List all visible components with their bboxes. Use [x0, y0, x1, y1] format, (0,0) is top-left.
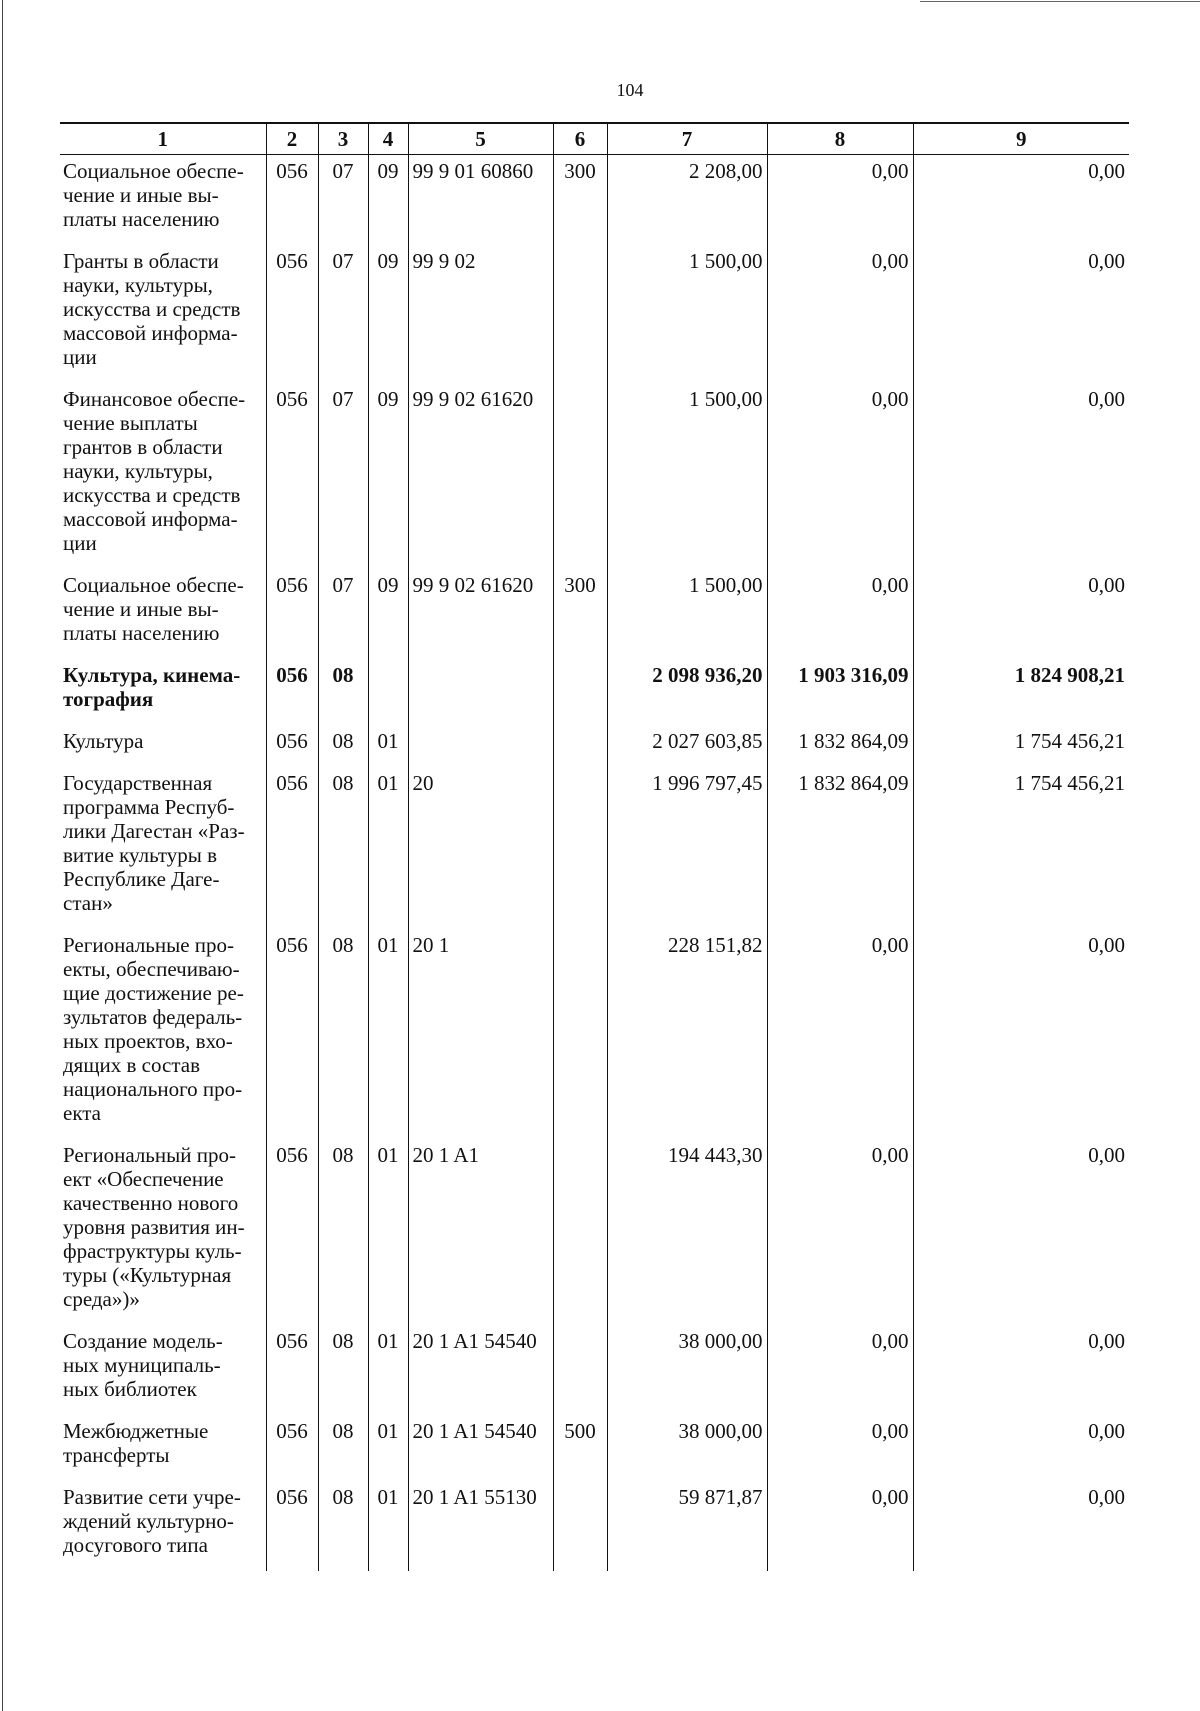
grbs-code-cell: 056 — [266, 1481, 318, 1571]
expense-type-cell — [553, 383, 607, 569]
amount-col9-cell: 0,00 — [913, 1139, 1129, 1325]
row-name-cell: Создание модель- ных муниципаль- ных библиотек — [60, 1325, 266, 1415]
amount-col9-cell: 0,00 — [913, 1481, 1129, 1571]
grbs-code-cell: 056 — [266, 1139, 318, 1325]
table-row — [60, 155, 1129, 246]
table-row — [60, 1415, 1129, 1481]
amount-col7-cell: 1 500,00 — [607, 569, 767, 659]
col-header-4: 4 — [368, 123, 408, 155]
section-code-cell: 08 — [318, 1139, 368, 1325]
section-code-cell: 07 — [318, 155, 368, 246]
amount-col9-cell: 0,00 — [913, 929, 1129, 1139]
col-header-6: 6 — [553, 123, 607, 155]
expense-type-cell — [553, 1481, 607, 1571]
section-code-cell: 07 — [318, 245, 368, 383]
grbs-code-cell: 056 — [266, 767, 318, 929]
budget-table — [60, 122, 1129, 1571]
subsection-code-cell: 01 — [368, 1139, 408, 1325]
amount-col8-cell: 1 832 864,09 — [767, 725, 913, 767]
amount-col7-cell: 59 871,87 — [607, 1481, 767, 1571]
col-header-7: 7 — [607, 123, 767, 155]
subsection-code-cell: 01 — [368, 725, 408, 767]
amount-col7-cell: 1 996 797,45 — [607, 767, 767, 929]
amount-col8-cell: 0,00 — [767, 245, 913, 383]
amount-col9-cell: 1 754 456,21 — [913, 725, 1129, 767]
subsection-code-cell — [368, 659, 408, 725]
amount-col7-cell: 2 027 603,85 — [607, 725, 767, 767]
target-article-cell: 20 1 — [408, 929, 553, 1139]
row-name-cell: Культура — [60, 725, 266, 767]
grbs-code-cell: 056 — [266, 1325, 318, 1415]
expense-type-cell — [553, 659, 607, 725]
amount-col9-cell: 0,00 — [913, 383, 1129, 569]
expense-type-cell: 300 — [553, 155, 607, 246]
subsection-code-cell: 01 — [368, 1481, 408, 1571]
grbs-code-cell: 056 — [266, 245, 318, 383]
col-header-5: 5 — [408, 123, 553, 155]
target-article-cell: 99 9 02 61620 — [408, 569, 553, 659]
amount-col7-cell: 2 208,00 — [607, 155, 767, 246]
target-article-cell: 20 1 A1 54540 — [408, 1325, 553, 1415]
page-number: 104 — [616, 80, 644, 100]
subsection-code-cell: 09 — [368, 569, 408, 659]
target-article-cell: 99 9 01 60860 — [408, 155, 553, 246]
expense-type-cell — [553, 1325, 607, 1415]
target-article-cell — [408, 725, 553, 767]
grbs-code-cell: 056 — [266, 1415, 318, 1481]
row-name-cell: Региональный про- ект «Обеспечение качественно нового уровня развития ин- фраструктуры куль- туры («Культурная среда»)» — [60, 1139, 266, 1325]
row-name-cell: Социальное обеспе- чение и иные вы- платы населению — [60, 155, 266, 246]
table-row — [60, 245, 1129, 383]
col-header-3: 3 — [318, 123, 368, 155]
target-article-cell: 99 9 02 61620 — [408, 383, 553, 569]
grbs-code-cell: 056 — [266, 659, 318, 725]
amount-col9-cell: 0,00 — [913, 155, 1129, 246]
amount-col9-cell: 0,00 — [913, 1415, 1129, 1481]
amount-col9-cell: 0,00 — [913, 1325, 1129, 1415]
expense-type-cell: 500 — [553, 1415, 607, 1481]
table-row — [60, 383, 1129, 569]
row-name-cell: Социальное обеспе- чение и иные вы- платы населению — [60, 569, 266, 659]
section-code-cell: 07 — [318, 383, 368, 569]
expense-type-cell — [553, 725, 607, 767]
table-row — [60, 929, 1129, 1139]
row-name-cell: Государственная программа Респуб- лики Дагестан «Раз- витие культуры в Республике Даге- стан» — [60, 767, 266, 929]
expense-type-cell — [553, 929, 607, 1139]
table-row — [60, 569, 1129, 659]
table-row — [60, 659, 1129, 725]
amount-col8-cell: 0,00 — [767, 1139, 913, 1325]
table-row — [60, 767, 1129, 929]
amount-col9-cell: 0,00 — [913, 245, 1129, 383]
target-article-cell: 20 1 A1 — [408, 1139, 553, 1325]
grbs-code-cell: 056 — [266, 929, 318, 1139]
subsection-code-cell: 09 — [368, 383, 408, 569]
target-article-cell: 20 1 A1 55130 — [408, 1481, 553, 1571]
amount-col9-cell: 1 754 456,21 — [913, 767, 1129, 929]
scan-top-edge — [920, 1, 1200, 2]
section-code-cell: 08 — [318, 1415, 368, 1481]
amount-col8-cell: 0,00 — [767, 1325, 913, 1415]
table-row — [60, 725, 1129, 767]
target-article-cell: 99 9 02 — [408, 245, 553, 383]
grbs-code-cell: 056 — [266, 155, 318, 246]
row-name-cell: Культура, кинема- тография — [60, 659, 266, 725]
row-name-cell: Финансовое обеспе- чение выплаты грантов в области науки, культуры, искусства и средств массовой информа- ции — [60, 383, 266, 569]
section-code-cell: 07 — [318, 569, 368, 659]
row-name-cell: Межбюджетные трансферты — [60, 1415, 266, 1481]
amount-col7-cell: 228 151,82 — [607, 929, 767, 1139]
amount-col8-cell: 0,00 — [767, 1415, 913, 1481]
target-article-cell: 20 — [408, 767, 553, 929]
amount-col7-cell: 194 443,30 — [607, 1139, 767, 1325]
table-row — [60, 1481, 1129, 1571]
amount-col8-cell: 0,00 — [767, 569, 913, 659]
section-code-cell: 08 — [318, 767, 368, 929]
section-code-cell: 08 — [318, 1325, 368, 1415]
subsection-code-cell: 09 — [368, 245, 408, 383]
amount-col7-cell: 38 000,00 — [607, 1415, 767, 1481]
col-header-9: 9 — [913, 123, 1129, 155]
table-body — [60, 155, 1129, 1572]
expense-type-cell — [553, 245, 607, 383]
section-code-cell: 08 — [318, 659, 368, 725]
amount-col8-cell: 0,00 — [767, 155, 913, 246]
section-code-cell: 08 — [318, 929, 368, 1139]
expense-type-cell — [553, 1139, 607, 1325]
grbs-code-cell: 056 — [266, 569, 318, 659]
amount-col8-cell: 0,00 — [767, 383, 913, 569]
section-code-cell: 08 — [318, 725, 368, 767]
col-header-2: 2 — [266, 123, 318, 155]
amount-col8-cell: 1 832 864,09 — [767, 767, 913, 929]
table-row — [60, 1139, 1129, 1325]
row-name-cell: Гранты в области науки, культуры, искусства и средств массовой информа- ции — [60, 245, 266, 383]
grbs-code-cell: 056 — [266, 725, 318, 767]
amount-col9-cell: 1 824 908,21 — [913, 659, 1129, 725]
table-row — [60, 1325, 1129, 1415]
row-name-cell: Развитие сети учре- ждений культурно- досугового типа — [60, 1481, 266, 1571]
subsection-code-cell: 01 — [368, 1415, 408, 1481]
amount-col9-cell: 0,00 — [913, 569, 1129, 659]
amount-col7-cell: 2 098 936,20 — [607, 659, 767, 725]
grbs-code-cell: 056 — [266, 383, 318, 569]
col-header-1: 1 — [60, 123, 266, 155]
table-header-row — [60, 123, 1129, 155]
subsection-code-cell: 01 — [368, 929, 408, 1139]
subsection-code-cell: 01 — [368, 767, 408, 929]
amount-col8-cell: 0,00 — [767, 929, 913, 1139]
col-header-8: 8 — [767, 123, 913, 155]
amount-col7-cell: 1 500,00 — [607, 245, 767, 383]
target-article-cell: 20 1 A1 54540 — [408, 1415, 553, 1481]
amount-col8-cell: 1 903 316,09 — [767, 659, 913, 725]
section-code-cell: 08 — [318, 1481, 368, 1571]
target-article-cell — [408, 659, 553, 725]
amount-col7-cell: 1 500,00 — [607, 383, 767, 569]
subsection-code-cell: 09 — [368, 155, 408, 246]
expense-type-cell: 300 — [553, 569, 607, 659]
subsection-code-cell: 01 — [368, 1325, 408, 1415]
expense-type-cell — [553, 767, 607, 929]
scan-left-edge — [2, 0, 3, 1711]
amount-col7-cell: 38 000,00 — [607, 1325, 767, 1415]
row-name-cell: Региональные про- екты, обеспечиваю- щие достижение ре- зультатов федераль- ных проектов, вхо- дящих в состав национального про- екта — [60, 929, 266, 1139]
amount-col8-cell: 0,00 — [767, 1481, 913, 1571]
